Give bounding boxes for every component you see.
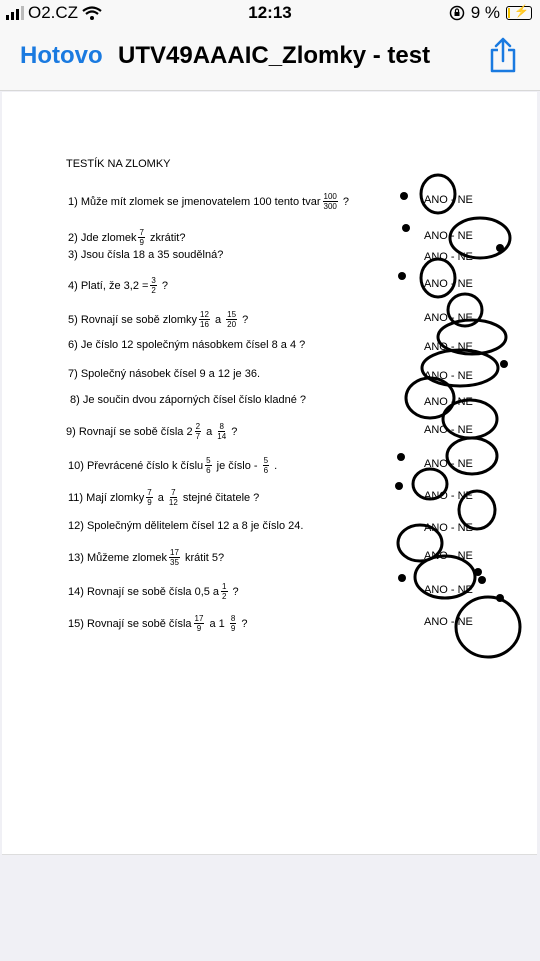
ink-dot	[398, 272, 406, 280]
question-text: Rovnají se sobě čísla	[86, 617, 192, 630]
question-number: 9)	[66, 425, 76, 438]
clock: 12:13	[248, 3, 292, 22]
fraction-numerator: 12	[200, 310, 209, 319]
question-text: Rovnají se sobě čísla 2	[78, 425, 193, 438]
answer-option-3: ANO - NE	[424, 251, 473, 263]
question-number: 12)	[68, 520, 84, 532]
fraction	[169, 548, 180, 567]
done-button[interactable]: Hotovo	[20, 42, 103, 69]
question-7	[68, 368, 260, 380]
question-text: Převrácené číslo k číslu	[86, 459, 204, 472]
ink-dot	[474, 568, 482, 576]
fraction	[230, 614, 236, 633]
fraction-denominator: 9	[147, 498, 152, 507]
answer-option-1: ANO - NE	[424, 194, 473, 206]
fraction-numerator: 15	[227, 310, 237, 319]
fraction	[199, 310, 210, 329]
ink-dot	[402, 224, 410, 232]
fraction	[146, 488, 152, 507]
fraction-denominator: 9	[139, 238, 144, 247]
fraction	[194, 614, 205, 633]
question-13	[68, 548, 224, 567]
question-text: Je číslo 12 společným násobkem čísel 8 a 4 ?	[80, 339, 306, 351]
fraction-denominator: 12	[168, 498, 178, 507]
fraction-numerator: 5	[263, 456, 269, 465]
fraction-numerator: 3	[151, 276, 156, 285]
fraction-denominator: 6	[206, 466, 211, 475]
fraction-denominator: 20	[227, 320, 237, 329]
share-icon[interactable]	[486, 37, 520, 73]
battery-percent: 9 %	[470, 3, 500, 22]
question-text: Platí, že 3,2 =	[80, 279, 149, 292]
question-tail: ?	[339, 195, 350, 208]
test-title: TESTÍK NA ZLOMKY	[66, 158, 171, 170]
fraction-numerator: 8	[230, 614, 236, 623]
question-number: 2)	[68, 231, 78, 244]
fraction-denominator: 14	[217, 432, 227, 441]
answer-option-9: ANO - NE	[424, 424, 473, 436]
fraction-denominator: 35	[170, 558, 179, 567]
ink-dot	[395, 482, 403, 490]
fraction-numerator: 5	[206, 456, 211, 465]
ink-dot	[397, 453, 405, 461]
ink-dot	[496, 244, 504, 252]
fraction-numerator: 7	[171, 488, 176, 497]
fraction-numerator: 17	[194, 614, 204, 623]
status-right	[449, 0, 532, 26]
question-tail: zkrátit?	[146, 231, 186, 244]
fraction-denominator: 300	[323, 202, 337, 211]
fraction-denominator: 9	[230, 624, 236, 633]
fraction	[195, 422, 201, 441]
fraction	[138, 228, 144, 247]
fraction-numerator: 7	[147, 488, 152, 497]
question-number: 4)	[68, 279, 78, 292]
question-connector: a	[211, 313, 225, 326]
question-5	[68, 310, 248, 329]
fraction	[226, 310, 237, 329]
question-6	[68, 339, 305, 351]
answer-option-12: ANO - NE	[424, 522, 473, 534]
fraction-denominator: 2	[222, 592, 227, 601]
fraction	[323, 192, 338, 211]
question-tail: ?	[229, 585, 239, 598]
fraction-numerator: 17	[170, 548, 179, 557]
question-tail: krátit 5?	[181, 551, 225, 564]
fraction	[217, 422, 226, 441]
answer-option-14: ANO - NE	[424, 584, 473, 596]
fraction-numerator: 8	[219, 422, 224, 431]
question-1	[68, 192, 349, 211]
ink-dot	[398, 574, 406, 582]
answer-option-11: ANO - NE	[424, 490, 473, 502]
fraction	[205, 456, 211, 475]
fraction-denominator: 16	[200, 320, 209, 329]
answer-option-2: ANO - NE	[424, 230, 473, 242]
question-number: 11)	[68, 491, 84, 504]
question-9	[66, 422, 237, 441]
question-text: Rovnají se sobě čísla 0,5 a	[86, 585, 220, 598]
question-tail: .	[271, 459, 278, 472]
question-number: 3)	[68, 249, 78, 261]
fraction	[263, 456, 269, 475]
question-text: Je součin dvou záporných čísel číslo kladné ?	[82, 394, 307, 406]
question-number: 14)	[68, 585, 84, 598]
question-tail: ?	[158, 279, 169, 292]
answer-option-10: ANO - NE	[424, 458, 473, 470]
answer-option-15: ANO - NE	[424, 616, 473, 628]
answer-option-7: ANO - NE	[424, 370, 473, 382]
question-number: 1)	[68, 195, 78, 208]
question-text: Mají zlomky	[86, 491, 145, 504]
fraction	[221, 582, 227, 601]
question-number: 5)	[68, 313, 78, 326]
question-number: 6)	[68, 339, 78, 351]
question-tail: stejné čitatele ?	[179, 491, 260, 504]
document-page[interactable]	[2, 92, 537, 855]
ink-dot	[500, 360, 508, 368]
question-text: Společným dělitelem čísel 12 a 8 je číslo 24.	[86, 520, 304, 532]
fraction-denominator: 9	[196, 624, 202, 633]
question-2	[68, 228, 185, 247]
question-text: Společný násobek čísel 9 a 12 je 36.	[80, 368, 261, 380]
question-4	[68, 276, 168, 295]
fraction	[169, 488, 178, 507]
ink-dot	[478, 576, 486, 584]
question-text: Rovnají se sobě zlomky	[80, 313, 198, 326]
question-tail: ?	[238, 617, 248, 630]
question-15	[68, 614, 247, 633]
question-connector: a	[154, 491, 167, 504]
battery-icon: ⚡	[506, 6, 532, 20]
orientation-lock-icon	[449, 5, 465, 21]
question-14	[68, 582, 239, 601]
question-text: Můžeme zlomek	[86, 551, 168, 564]
question-8	[70, 394, 306, 406]
answer-option-8: ANO - NE	[424, 396, 473, 408]
status-bar	[0, 0, 540, 26]
nav-bar	[0, 26, 540, 91]
question-connector: je číslo -	[213, 459, 261, 472]
fraction-numerator: 2	[195, 422, 201, 431]
fraction-denominator: 2	[151, 286, 156, 295]
document-title: UTV49AAAIC_Zlomky - test	[118, 42, 431, 69]
question-10	[68, 456, 277, 475]
fraction-denominator: 7	[195, 432, 201, 441]
ink-dot	[496, 594, 504, 602]
question-number: 13)	[68, 551, 84, 564]
question-11	[68, 488, 259, 507]
question-tail: ?	[239, 313, 249, 326]
answer-option-13: ANO - NE	[424, 550, 473, 562]
question-number: 15)	[68, 617, 84, 630]
carrier-label: O2.CZ	[28, 3, 79, 22]
fraction	[150, 276, 156, 295]
fraction-numerator: 1	[222, 582, 227, 591]
question-connector: a 1	[206, 617, 228, 630]
question-12	[68, 520, 303, 532]
fraction-denominator: 6	[263, 466, 269, 475]
question-3	[68, 249, 223, 261]
answer-option-6: ANO - NE	[424, 341, 473, 353]
answer-option-4: ANO - NE	[424, 278, 473, 290]
question-connector: a	[203, 425, 216, 438]
question-text: Jsou čísla 18 a 35 soudělná?	[80, 249, 224, 261]
question-number: 7)	[68, 368, 78, 380]
fraction-numerator: 100	[323, 192, 337, 201]
question-text: Může mít zlomek se jmenovatelem 100 tento tvar	[80, 195, 321, 208]
question-tail: ?	[228, 425, 238, 438]
question-number: 10)	[68, 459, 84, 472]
ink-dot	[400, 192, 408, 200]
answer-option-5: ANO - NE	[424, 312, 473, 324]
question-number: 8)	[70, 394, 80, 406]
question-text: Jde zlomek	[80, 231, 137, 244]
fraction-numerator: 7	[139, 228, 144, 237]
